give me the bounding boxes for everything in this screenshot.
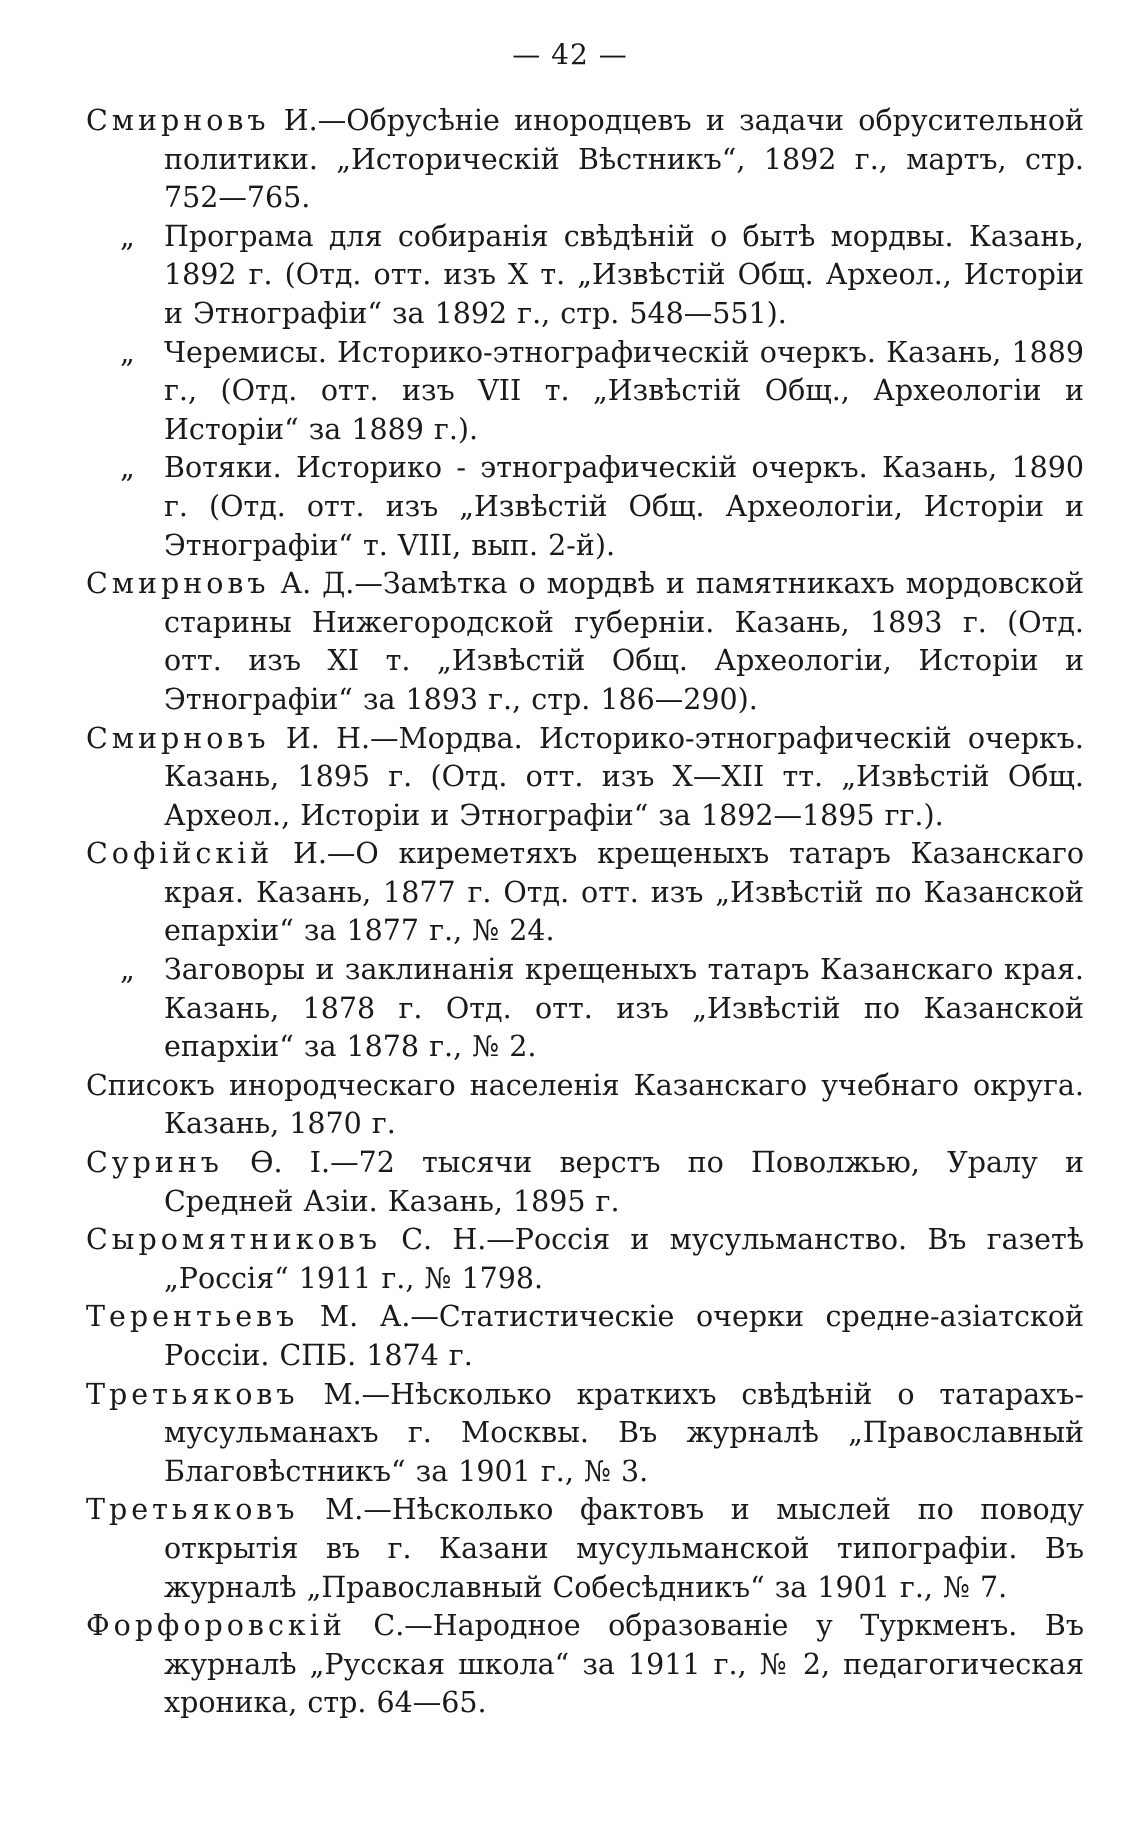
entry-text: А. Д.—Замѣтка о мордвѣ и памятникахъ мордовской старины Нижегородской губерніи. Казань, 1893 г. (Отд. отт. изъ XI т. „Извѣстій Общ. Археологіи, Исторіи и Этнографіи“ за 1893 г., стр. 186—290). — [164, 567, 1084, 716]
entry-text: С.—Народное образованіе у Туркменъ. Въ журналѣ „Русская школа“ за 1911 г., № 2, педагогическая хроника, стр. 64—65. — [164, 1609, 1084, 1720]
bibliography-entry — [86, 449, 1084, 565]
entry-author: Смирновъ — [86, 721, 270, 755]
entry-author: Третьяковъ — [86, 1377, 299, 1411]
bibliography-entry — [86, 951, 1084, 1067]
bibliography-entry — [86, 102, 1084, 218]
bibliography-entry — [86, 1067, 1084, 1144]
bibliography-entry — [86, 1221, 1084, 1298]
entry-text: И.—О киреметяхъ крещеныхъ татаръ Казанскаго края. Казань, 1877 г. Отд. отт. изъ „Извѣстій по Казанской епархіи“ за 1877 г., № 24. — [164, 837, 1084, 948]
entry-author: Сыромятниковъ — [86, 1223, 381, 1257]
bibliography-entry — [86, 1491, 1084, 1607]
bibliography-entry — [86, 835, 1084, 951]
ditto-mark: „ — [120, 953, 135, 987]
entry-text: Вотяки. Историко - этнографическій очеркъ. Казань, 1890 г. (Отд. отт. изъ „Извѣстій Общ. Археологіи, Исторіи и Этнографіи“ т. VIII, вып. 2-й). — [164, 451, 1084, 562]
bibliography-list — [86, 102, 1084, 1723]
entry-author: Форфоровскій — [86, 1609, 346, 1643]
bibliography-entry — [86, 334, 1084, 450]
entry-author: Терентьевъ — [86, 1300, 299, 1334]
bibliography-entry — [86, 1607, 1084, 1723]
entry-author: Третьяковъ — [86, 1493, 299, 1527]
entry-text: Заговоры и заклинанія крещеныхъ татаръ Казанскаго края. Казань, 1878 г. Отд. отт. изъ „Извѣстій по Казанской епархіи“ за 1878 г., № 2. — [164, 953, 1084, 1064]
entry-text: М. А.—Статистическіе очерки средне-азіатской Россіи. СПБ. 1874 г. — [164, 1300, 1084, 1372]
entry-text: Ѳ. І.—72 тысячи верстъ по Поволжью, Уралу и Средней Азіи. Казань, 1895 г. — [164, 1146, 1084, 1218]
entry-text: И.—Обрусѣніе инородцевъ и задачи обрусительной политики. „Историческій Вѣстникъ“, 1892 г., мартъ, стр. 752—765. — [164, 104, 1084, 215]
bibliography-entry — [86, 565, 1084, 719]
ditto-mark: „ — [120, 219, 135, 253]
entry-author: Смирновъ — [86, 104, 270, 137]
entry-text: М.—Нѣсколько фактовъ и мыслей по поводу открытія въ г. Казани мусульманской типографіи. Въ журналѣ „Православный Собесѣдникъ“ за 1901 г., № 7. — [164, 1493, 1084, 1604]
entry-author: Софійскій — [86, 837, 274, 871]
entry-author: Смирновъ — [86, 567, 270, 601]
entry-text: М.—Нѣсколько краткихъ свѣдѣній о татарахъ-мусульманахъ г. Москвы. Въ журналѣ „Православный Благовѣстникъ“ за 1901 г., № 3. — [164, 1377, 1084, 1488]
bibliography-entry — [86, 1298, 1084, 1375]
entry-text: Черемисы. Историко-этнографическій очеркъ. Казань, 1889 г., (Отд. отт. изъ VII т. „Извѣстій Общ., Археологіи и Исторіи“ за 1889 г.). — [164, 335, 1084, 446]
ditto-mark: „ — [120, 335, 135, 369]
bibliography-entry — [86, 1376, 1084, 1492]
entry-text: И. Н.—Мордва. Историко-этнографическій очеркъ. Казань, 1895 г. (Отд. отт. изъ X—XII тт. „Извѣстій Общ. Археол., Исторіи и Этнографіи“ за 1892—1895 гг.). — [164, 721, 1084, 832]
entry-text: Списокъ инородческаго населенія Казанскаго учебнаго округа. Казань, 1870 г. — [86, 1068, 1084, 1141]
page-number: — 42 — — [512, 38, 628, 71]
entry-text: С. Н.—Россія и мусульманство. Въ газетѣ „Россія“ 1911 г., № 1798. — [164, 1223, 1084, 1295]
ditto-mark: „ — [120, 451, 135, 485]
bibliography-entry — [86, 218, 1084, 334]
bibliography-entry — [86, 1144, 1084, 1221]
bibliography-entry — [86, 720, 1084, 836]
entry-author: Суринъ — [86, 1146, 223, 1180]
entry-text: Програма для собиранія свѣдѣній о бытѣ мордвы. Казань, 1892 г. (Отд. отт. изъ X т. „Извѣстій Общ. Археол., Исторіи и Этнографіи“ за 1892 г., стр. 548—551). — [164, 219, 1084, 330]
